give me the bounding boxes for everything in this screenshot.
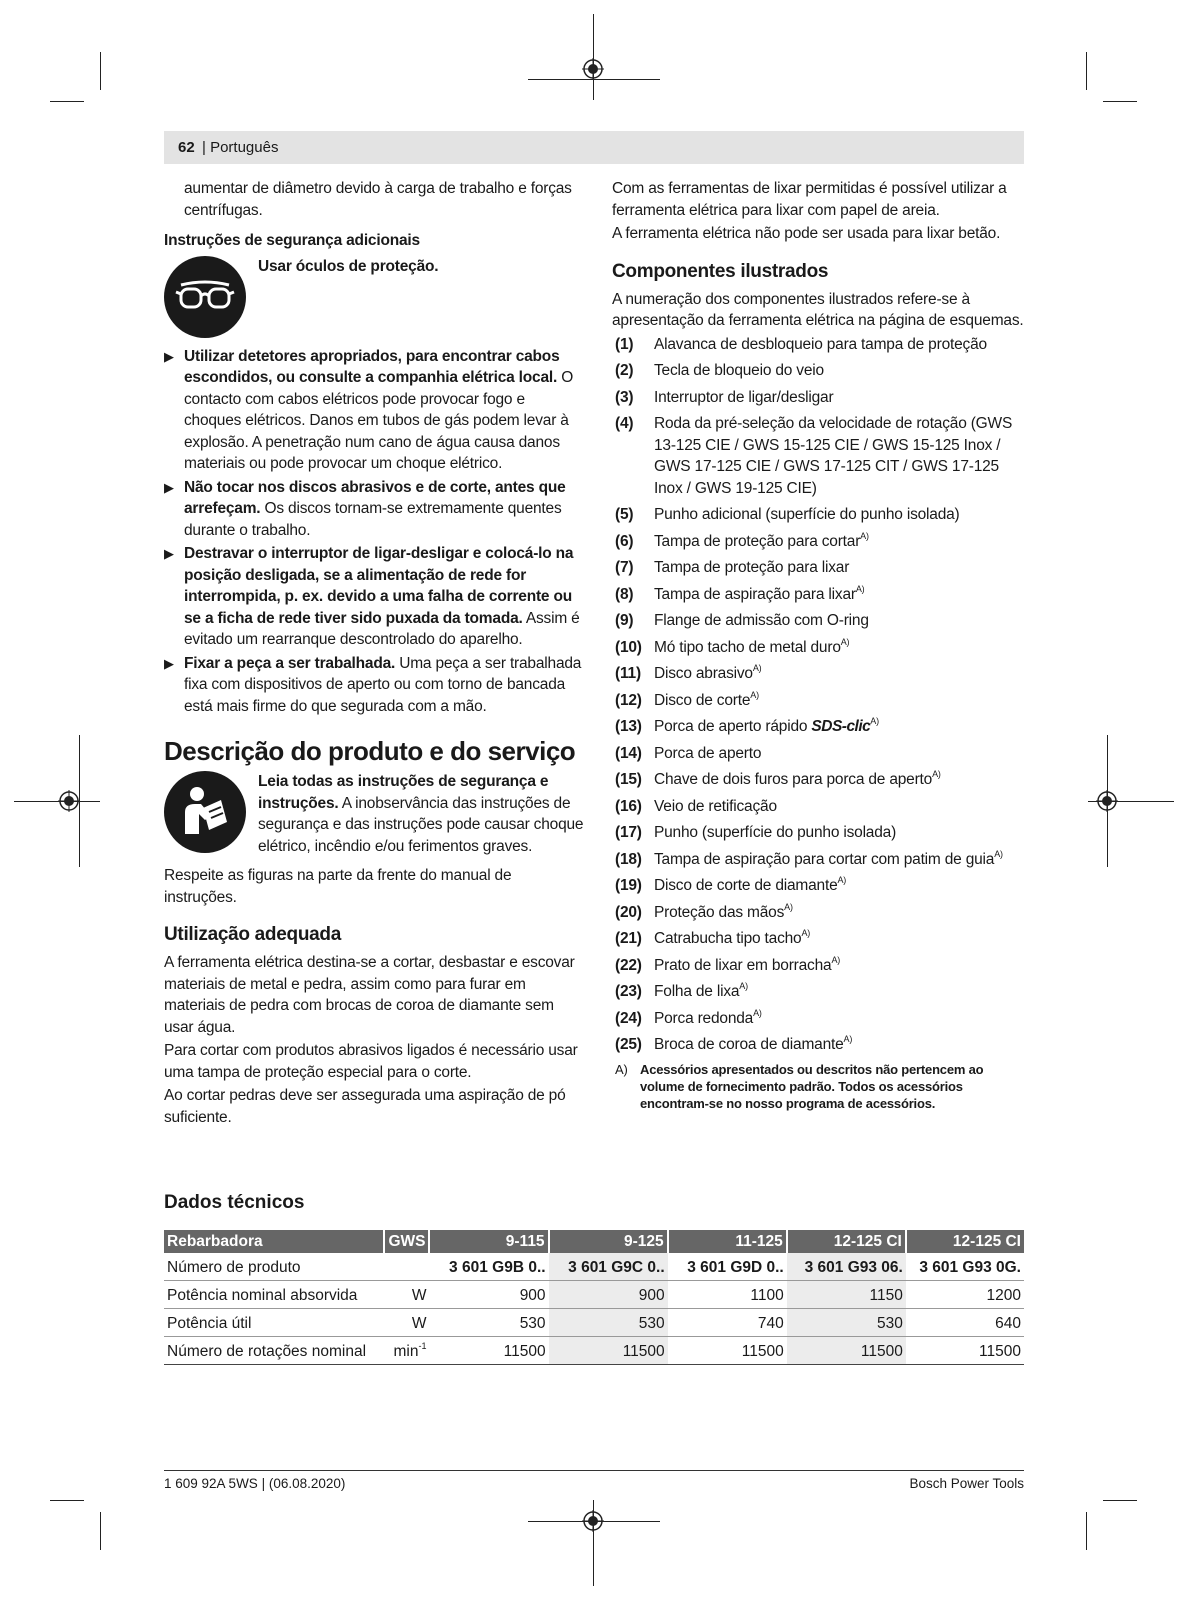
read-manual-icon (164, 771, 246, 853)
bullet-triangle-icon: ▶ (164, 348, 174, 364)
table-cell (384, 1253, 429, 1281)
component-label: Proteção das mãos$^{A)}$ (654, 901, 793, 921)
component-number: (21) (615, 930, 642, 947)
component-item (612, 796, 1024, 818)
table-cell: Potência nominal absorvida (164, 1281, 384, 1309)
column-header: 9-125 (549, 1230, 668, 1253)
usage-title: Utilização adequada (164, 924, 341, 945)
crop-mark (1103, 1500, 1137, 1501)
component-number: (4) (615, 415, 634, 432)
section-title: Descrição do produto e do serviço (164, 736, 576, 766)
footer-brand: Bosch Power Tools (909, 1476, 1024, 1491)
component-item (612, 981, 1024, 1003)
component-number: (15) (615, 771, 642, 788)
column-header: 12-125 CI (906, 1230, 1024, 1253)
component-label: Disco de corte de diamante$^{A)}$ (654, 875, 847, 894)
component-label: Interruptor de ligar/desligar (654, 388, 834, 406)
column-header: 9-115 (429, 1230, 548, 1253)
registration-mark-icon (1096, 790, 1118, 812)
table-cell: 900 (549, 1281, 668, 1309)
component-label: Flange de admissão com O-ring (654, 612, 869, 629)
component-item (612, 769, 1024, 791)
safety-goggles-icon (164, 256, 246, 338)
table-cell: 530 (549, 1309, 668, 1337)
component-item (612, 928, 1024, 950)
read-manual-notice (164, 771, 584, 857)
component-number: (7) (615, 559, 634, 576)
sanding-paragraph: A ferramenta elétrica não pode ser usada para lixar betão. (612, 225, 1001, 242)
component-item (612, 360, 1024, 382)
components-list (612, 334, 1024, 1056)
component-label: Porca redonda$^{A)}$ (654, 1007, 762, 1027)
component-label: Disco de corte$^{A)}$ (654, 689, 759, 709)
safety-bullet: ▶ Não tocar nos discos abrasivos e de corte, antes que arrefeçam. Os discos tornam-se extremamente quentes durante o trabalho. (164, 477, 584, 542)
table-cell: 1100 (668, 1281, 787, 1309)
right-column (612, 178, 1024, 1112)
table-cell: 1150 (787, 1281, 906, 1309)
table-cell: W (384, 1281, 429, 1309)
component-item (612, 610, 1024, 632)
table-cell: 530 (429, 1309, 548, 1337)
component-number: (24) (615, 1009, 642, 1027)
table-cell: 11500 (429, 1337, 548, 1365)
footer-rule (164, 1470, 1024, 1471)
component-item (612, 334, 1024, 356)
component-item (612, 849, 1024, 871)
crop-mark (100, 1512, 101, 1550)
component-number: (19) (615, 877, 642, 894)
footnote-mark: A) (615, 1061, 628, 1077)
table-cell: 740 (668, 1309, 787, 1337)
component-item (612, 902, 1024, 924)
table-cell: 900 (429, 1281, 548, 1309)
component-label: Porca de aperto (654, 744, 762, 762)
continued-paragraph: aumentar de diâmetro devido à carga de trabalho e forças centrífugas. (184, 180, 572, 219)
bullet-triangle-icon: ▶ (164, 546, 174, 561)
safety-bullet: ▶ Fixar a peça a ser trabalhada. Uma peça a ser trabalhada fixa com dispositivos de aperto ou com torno de bancada está mais firme do que segurada com a mão. (164, 653, 584, 718)
component-number: (18) (615, 850, 642, 868)
column-header: 12-125 CI (787, 1230, 906, 1253)
page-number: 62 (178, 139, 195, 156)
table-row (164, 1309, 1024, 1337)
component-number: (8) (615, 585, 634, 603)
table-cell: 11500 (549, 1337, 668, 1365)
crop-mark (1086, 52, 1087, 90)
component-item (612, 743, 1024, 765)
component-number: (5) (615, 506, 634, 523)
sanding-paragraph: Com as ferramentas de lixar permitidas é possível utilizar a ferramenta elétrica para lixar com papel de areia. (612, 180, 1007, 219)
component-label: Punho adicional (superfície do punho isolada) (654, 506, 960, 523)
crop-mark (1086, 1512, 1087, 1550)
safety-bullet: ▶ Destravar o interruptor de ligar-desligar e colocá-lo na posição desligada, se a alimentação de rede for interrompida, p. ex. devido a uma falha de corrente ou se a ficha de rede tiver sido puxada da tomada. Assim é evitado um rearranque descontrolado do aparelho. (164, 543, 584, 651)
component-label: Tampa de proteção para lixar (654, 559, 850, 576)
table-cell: 11500 (906, 1337, 1024, 1365)
safety-heading: Instruções de segurança adicionais (164, 232, 420, 249)
component-item (612, 716, 1024, 738)
usage-paragraph: Ao cortar pedras deve ser assegurada uma aspiração de pó suficiente. (164, 1087, 566, 1126)
component-item (612, 637, 1024, 659)
component-item (612, 557, 1024, 579)
component-number: (3) (615, 388, 634, 406)
table-cell: 3 601 G9B 0.. (429, 1253, 548, 1281)
component-label: Folha de lixa$^{A)}$ (654, 981, 748, 1000)
components-intro: A numeração dos componentes ilustrados refere-se à apresentação da ferramenta elétrica na página de esquemas. (612, 290, 1024, 329)
component-label: Prato de lixar em borracha$^{A)}$ (654, 954, 841, 974)
left-column (164, 178, 584, 1130)
sds-clic-logo: SDS-clic (811, 718, 871, 735)
table-row (164, 1337, 1024, 1365)
component-label: Catrabucha tipo tacho$^{A)}$ (654, 928, 811, 947)
bullet-triangle-icon: ▶ (164, 479, 174, 495)
usage-paragraph: A ferramenta elétrica destina-se a cortar, desbastar e escovar materiais de metal e pedra, assim como para furar em materiais de pedra com brocas de coroa de diamante sem usar água. (164, 954, 575, 1036)
component-item (612, 531, 1024, 553)
read-manual-text: Leia todas as instruções de segurança e instruções. A inobservância das instruções de segurança e das instruções pode causar choque elétrico, incêndio e/ou ferimentos graves. (258, 773, 584, 855)
table-cell: 3 601 G9D 0.. (668, 1253, 787, 1281)
respect-paragraph: Respeite as figuras na parte da frente do manual de instruções. (164, 867, 512, 906)
crop-mark (50, 1500, 84, 1501)
crop-mark (593, 14, 594, 100)
component-label: Veio de retificação (654, 797, 777, 815)
component-item (612, 663, 1024, 685)
table-cell: 530 (787, 1309, 906, 1337)
footer-doc-id: 1 609 92A 5WS | (06.08.2020) (164, 1476, 346, 1491)
table-header-row (164, 1230, 1024, 1253)
table-cell: Número de produto (164, 1253, 384, 1281)
component-item (612, 822, 1024, 844)
usage-paragraph: Para cortar com produtos abrasivos ligados é necessário usar uma tampa de proteção especial para o corte. (164, 1042, 578, 1081)
crop-mark (100, 52, 101, 90)
crop-mark (50, 101, 84, 102)
crop-mark (14, 801, 100, 802)
component-item (612, 413, 1024, 499)
page-header (164, 131, 1024, 164)
component-item (612, 1034, 1024, 1056)
registration-mark-icon (58, 790, 80, 812)
component-label: Tampa de aspiração para lixar$^{A)}$ (654, 583, 865, 603)
table-cell: 11500 (668, 1337, 787, 1365)
component-number: (23) (615, 983, 642, 1000)
tech-title: Dados técnicos (164, 1192, 305, 1213)
tech-data-table (164, 1230, 1024, 1365)
component-item (612, 504, 1024, 526)
component-number: (20) (615, 903, 642, 921)
column-header: Rebarbadora (164, 1230, 384, 1253)
table-row (164, 1253, 1024, 1281)
component-label: Tecla de bloqueio do veio (654, 362, 824, 379)
component-label: Broca de coroa de diamante$^{A)}$ (654, 1034, 853, 1053)
table-cell: 3 601 G9C 0.. (549, 1253, 668, 1281)
component-number: (12) (615, 691, 642, 709)
goggles-text: Usar óculos de proteção. (258, 257, 439, 275)
component-number: (16) (615, 797, 642, 815)
component-label: Tampa de aspiração para cortar com patim de guia$^{A)}$ (654, 848, 1003, 868)
component-item (612, 875, 1024, 897)
table-cell: Potência útil (164, 1309, 384, 1337)
component-number: (11) (615, 665, 641, 682)
table-cell: W (384, 1309, 429, 1337)
component-label: Tampa de proteção para cortar$^{A)}$ (654, 530, 869, 550)
component-label: Mó tipo tacho de metal duro$^{A)}$ (654, 636, 850, 656)
table-cell: 3 601 G93 06. (787, 1253, 906, 1281)
table-cell: 3 601 G93 0G. (906, 1253, 1024, 1281)
table-row (164, 1281, 1024, 1309)
component-number: (22) (615, 956, 642, 974)
component-number: (9) (615, 612, 634, 629)
component-item (612, 955, 1024, 977)
component-label: Punho (superfície do punho isolada) (654, 824, 897, 841)
component-number: (6) (615, 532, 634, 550)
component-number: (10) (615, 638, 642, 656)
table-cell: Número de rotações nominal (164, 1337, 384, 1365)
component-number: (2) (615, 362, 634, 379)
component-item (612, 1008, 1024, 1030)
component-item (612, 387, 1024, 409)
table-cell: 11500 (787, 1337, 906, 1365)
registration-mark-icon (582, 1510, 604, 1532)
table-cell: 640 (906, 1309, 1024, 1337)
page-language: | Português (202, 139, 279, 156)
component-number: (25) (615, 1036, 642, 1053)
component-number: (14) (615, 744, 642, 762)
crop-mark (1103, 101, 1137, 102)
component-number: (13) (615, 718, 642, 735)
footnote-text: Acessórios apresentados ou descritos não pertencem ao volume de fornecimento padrão. Todos os acessórios encontram-se no nosso programa de acessórios. (640, 1061, 984, 1111)
footnote (612, 1061, 1024, 1112)
table-cell: $\min^{-1}$ (384, 1337, 429, 1365)
bullet-triangle-icon: ▶ (164, 655, 174, 671)
column-header: 11-125 (668, 1230, 787, 1253)
component-item (612, 584, 1024, 606)
component-label: Alavanca de desbloqueio para tampa de proteção (654, 335, 987, 353)
table-cell: 1200 (906, 1281, 1024, 1309)
components-title: Componentes ilustrados (612, 260, 829, 282)
safety-bullet: ▶ Utilizar detetores apropriados, para encontrar cabos escondidos, ou consulte a companhia elétrica local. O contacto com cabos elétricos pode provocar fogo e choques elétricos. Danos em tubos de gás podem levar à explosão. A penetração num cano de água causa danos materiais ou pode provocar um choque elétrico. (164, 346, 584, 475)
component-label: Roda da pré-seleção da velocidade de rotação (GWS 13-125 CIE / GWS 15-125 CIE / GWS 15-125 Inox / GWS 17-125 CIE / GWS 17-125 CIT / GWS 17-125 Inox / GWS 19-125 CIE) (654, 415, 1013, 497)
component-item (612, 690, 1024, 712)
component-label: Disco abrasivo$^{A)}$ (654, 663, 762, 682)
component-number: (17) (615, 824, 642, 841)
goggles-notice (164, 256, 584, 338)
registration-mark-icon (582, 58, 604, 80)
component-label: Chave de dois furos para porca de aperto$^{A)}$ (654, 769, 941, 788)
column-header: GWS (384, 1230, 429, 1253)
component-number: (1) (615, 335, 634, 353)
component-label: Porca de aperto rápido SDS-clic$^{A)}$ (654, 716, 879, 735)
